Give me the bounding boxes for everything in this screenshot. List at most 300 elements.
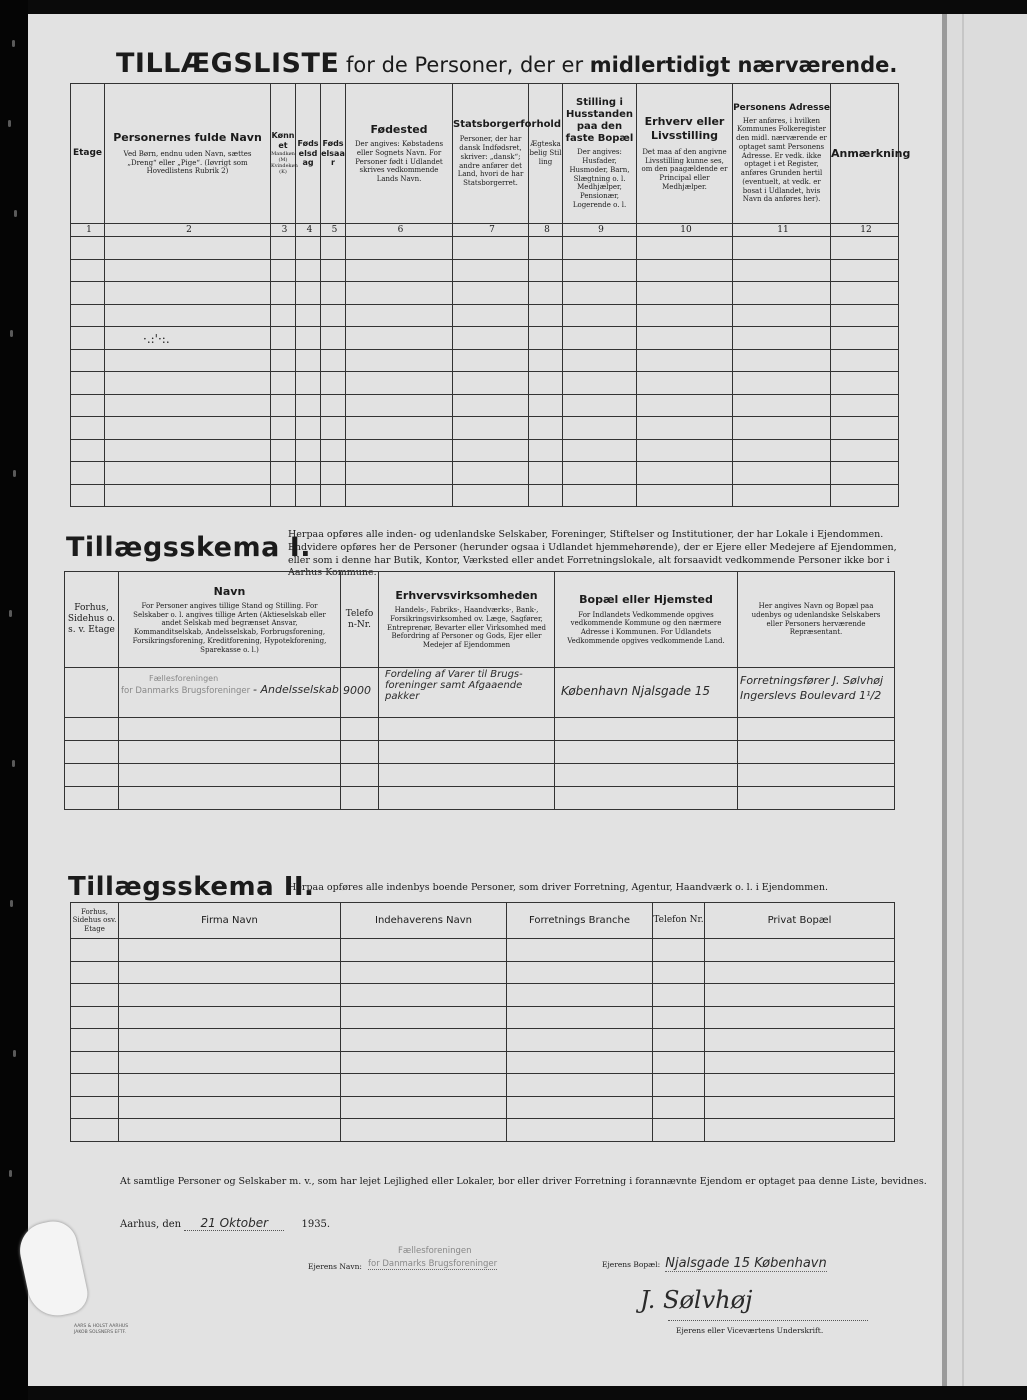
t1-cell xyxy=(637,462,733,485)
s1-cell-telefon: 9000 xyxy=(341,668,379,718)
s2-h-etage: Forhus, Sidehus osv. Etage xyxy=(71,903,119,939)
t1-cell xyxy=(831,417,899,440)
t1-cell xyxy=(529,417,563,440)
s1-h-navn: Navn For Personer angives tillige Stand og Stilling. For Selskaber o. l. angives tillige Arten (Aktieselskab eller andet Selskab med begrænset Ansvar, Kommanditselskab, Andelsselskab, Forbrugsforening, Forsikringsforening, Kreditforening, Hypotekforening, Sparekasse o. l.) xyxy=(119,572,341,668)
t1-cell xyxy=(831,394,899,417)
t1-cell xyxy=(563,327,637,350)
main-title-big: TILLÆGSLISTE xyxy=(116,48,340,79)
residence-label: Ejerens Bopæl: xyxy=(602,1260,661,1269)
t1-cell xyxy=(296,237,321,260)
s2-cell xyxy=(507,984,653,1007)
s2-cell xyxy=(507,1119,653,1142)
s2-cell xyxy=(341,961,507,984)
t1-h-navn: Personernes fulde Navn Ved Børn, endnu uden Navn, sættes „Dreng“ eller „Pige“. (Iøvrigt som Hovedlistens Rubrik 2) xyxy=(105,84,271,224)
s2-cell xyxy=(507,961,653,984)
t1-cell xyxy=(321,394,346,417)
t1-cell xyxy=(71,237,105,260)
t1-cell xyxy=(105,372,271,395)
t1-cell xyxy=(321,439,346,462)
t1-h-statsborger: Statsborgerforhold Personer, der har dansk Indfødsret, skriver: „dansk“; andre anfører det Land, hvori de har Statsborgerret. xyxy=(453,84,529,224)
t1-num: 11 xyxy=(733,224,831,237)
s2-cell xyxy=(705,1029,895,1052)
t1-empty-row xyxy=(71,259,899,282)
s2-cell xyxy=(341,984,507,1007)
s1-header-row xyxy=(65,572,895,668)
t1-cell xyxy=(71,282,105,305)
t1-cell xyxy=(563,372,637,395)
t1-cell xyxy=(71,327,105,350)
t1-cell xyxy=(529,282,563,305)
s2-cell xyxy=(71,1096,119,1119)
t1-cell xyxy=(321,462,346,485)
s2-h-bopael: Privat Bopæl xyxy=(705,903,895,939)
s2-cell xyxy=(71,1006,119,1029)
t1-empty-row xyxy=(71,282,899,305)
t1-num: 12 xyxy=(831,224,899,237)
t1-cell xyxy=(321,282,346,305)
s1-data-row xyxy=(65,668,895,718)
t1-cell xyxy=(637,327,733,350)
t1-cell xyxy=(637,372,733,395)
s2-cell xyxy=(507,1096,653,1119)
s2-cell xyxy=(119,1051,341,1074)
owner-residence-line xyxy=(602,1252,827,1271)
t1-num: 4 xyxy=(296,224,321,237)
date-year: 1935. xyxy=(301,1219,331,1230)
t1-cell xyxy=(563,417,637,440)
t1-cell xyxy=(271,304,296,327)
t1-cell xyxy=(321,349,346,372)
t1-cell xyxy=(733,259,831,282)
s2-cell xyxy=(705,1119,895,1142)
t1-cell xyxy=(831,372,899,395)
t1-cell xyxy=(453,237,529,260)
s1-h-etage: Forhus, Sidehus o. s. v. Etage xyxy=(65,572,119,668)
t1-cell xyxy=(733,394,831,417)
s1-empty-row xyxy=(65,787,895,810)
s1-empty-row xyxy=(65,718,895,741)
t1-cell xyxy=(831,259,899,282)
owner-name-label: Ejerens Navn: xyxy=(308,1262,362,1271)
s2-cell xyxy=(119,1119,341,1142)
t1-cell xyxy=(831,282,899,305)
facing-page xyxy=(947,14,1027,1386)
t1-cell xyxy=(733,327,831,350)
t1-cell xyxy=(831,484,899,507)
t1-cell xyxy=(529,327,563,350)
t1-body xyxy=(71,237,899,507)
t1-empty-row xyxy=(71,394,899,417)
t1-cell xyxy=(529,304,563,327)
t1-cell xyxy=(271,462,296,485)
schema2-table xyxy=(70,902,895,1142)
t1-cell xyxy=(563,237,637,260)
s2-cell xyxy=(653,1029,705,1052)
s2-empty-row xyxy=(71,961,895,984)
facing-page-rule xyxy=(962,14,964,1386)
t1-cell xyxy=(296,372,321,395)
t1-cell xyxy=(733,484,831,507)
s2-cell xyxy=(71,984,119,1007)
t1-cell xyxy=(105,237,271,260)
t1-cell xyxy=(105,304,271,327)
t1-empty-row xyxy=(71,349,899,372)
t1-cell xyxy=(637,484,733,507)
s2-cell xyxy=(705,961,895,984)
t1-cell xyxy=(321,417,346,440)
t1-cell xyxy=(453,439,529,462)
t1-cell xyxy=(733,282,831,305)
s1-h-bopael: Bopæl eller Hjemsted For Indlandets Vedkommende opgives vedkommende Kommune og den nærmere Adresse i Kommunen. For Udlandets Vedkommende opgives vedkommende Land. xyxy=(555,572,738,668)
s2-empty-row xyxy=(71,1029,895,1052)
t1-cell xyxy=(321,484,346,507)
t1-cell xyxy=(831,349,899,372)
t1-cell xyxy=(71,304,105,327)
s2-h-indehaver: Indehaverens Navn xyxy=(341,903,507,939)
t1-cell xyxy=(346,259,453,282)
s2-cell xyxy=(507,1029,653,1052)
t1-cell xyxy=(271,237,296,260)
t1-cell xyxy=(563,439,637,462)
schema1-description: Herpaa opføres alle inden- og udenlandske Selskaber, Foreninger, Stiftelser og Institutioner, der har Lokale i Ejendommen. Endvidere opføres her de Personer (herunder ogsaa i Udlandet hjemmehørende), der er Ejere eller Medejere af Ejendommen, eller som i denne har Butik, Kontor, Værksted eller andet Forretningslokale, alt forsaavidt vedkommende Personer ikke bor i Aarhus Kommune. xyxy=(288,529,897,579)
printer-imprint: AARS & HOLST AARHUS JAKOB SOLSNERS EFTF. xyxy=(74,1324,129,1335)
s2-cell xyxy=(71,1051,119,1074)
s2-cell xyxy=(341,1096,507,1119)
t1-cell xyxy=(105,484,271,507)
t1-cell xyxy=(529,439,563,462)
t1-cell xyxy=(105,349,271,372)
t1-cell xyxy=(453,259,529,282)
t1-h-aegteskab: Ægteskabelig Stilling xyxy=(529,84,563,224)
s2-empty-row xyxy=(71,1074,895,1097)
owner-stamp-line2: for Danmarks Brugsforeninger xyxy=(368,1259,498,1269)
t1-cell xyxy=(105,439,271,462)
s2-cell xyxy=(653,1006,705,1029)
s2-cell xyxy=(119,1096,341,1119)
s2-h-telefon: Telefon Nr. xyxy=(653,903,705,939)
s1-h-telefon: Telefon-Nr. xyxy=(341,572,379,668)
s2-empty-row xyxy=(71,1051,895,1074)
s2-cell xyxy=(119,1074,341,1097)
t1-cell xyxy=(831,304,899,327)
t1-cell xyxy=(105,394,271,417)
t1-cell xyxy=(637,282,733,305)
s2-cell xyxy=(705,984,895,1007)
t1-cell xyxy=(529,462,563,485)
t1-empty-row xyxy=(71,484,899,507)
certification-text: At samtlige Personer og Selskaber m. v., som har lejet Lejlighed eller Lokaler, bor eller driver Forretning i forannævnte Ejendom er optaget paa denne Liste, bevidnes. xyxy=(120,1176,927,1187)
t1-empty-row xyxy=(71,439,899,462)
t1-cell xyxy=(71,394,105,417)
binding-spine xyxy=(0,0,28,1400)
t1-cell xyxy=(733,349,831,372)
t1-empty-row xyxy=(71,237,899,260)
s2-cell xyxy=(507,1074,653,1097)
s1-h-erhverv: Erhvervsvirksomheden Handels-, Fabriks-, Haandværks-, Bank-, Forsikringsvirksomhed ov. Læge, Sagfører, Entreprenør, Bevarter eller Virksomhed med Befordring af Personer og Gods, Ejer eller Medejer af Ejendommen xyxy=(379,572,555,668)
main-title xyxy=(116,48,936,79)
s2-cell xyxy=(653,1074,705,1097)
t1-cell xyxy=(271,394,296,417)
t1-cell xyxy=(529,237,563,260)
s2-empty-row xyxy=(71,1096,895,1119)
s2-cell xyxy=(341,1119,507,1142)
t1-cell xyxy=(529,349,563,372)
t1-cell xyxy=(271,439,296,462)
date-city: Aarhus, den xyxy=(120,1219,182,1230)
s1-cell-bopael: København Njalsgade 15 xyxy=(555,668,738,718)
s2-cell xyxy=(119,984,341,1007)
s1-stamp-line2: for Danmarks Brugsforeninger xyxy=(121,686,251,696)
s2-cell xyxy=(119,1006,341,1029)
main-title-rest: for de Personer, der er xyxy=(346,53,584,77)
t1-num: 10 xyxy=(637,224,733,237)
form-page xyxy=(28,14,942,1386)
s2-empty-row xyxy=(71,984,895,1007)
t1-cell xyxy=(321,259,346,282)
t1-cell xyxy=(637,349,733,372)
s1-name-suffix: - Andelsselskab xyxy=(253,683,339,696)
s2-cell xyxy=(341,1051,507,1074)
t1-cell xyxy=(563,462,637,485)
t1-cell xyxy=(346,237,453,260)
t1-cell xyxy=(105,327,271,350)
main-title-bold: midlertidigt nærværende. xyxy=(589,53,898,77)
s2-cell xyxy=(71,961,119,984)
t1-cell xyxy=(637,259,733,282)
s1-h-repraesentant: Her angives Navn og Bopæl paa udenbys og udenlandske Selskabers eller Personers herværende Repræsentant. xyxy=(738,572,895,668)
t1-cell xyxy=(453,304,529,327)
s2-h-branche: Forretnings Branche xyxy=(507,903,653,939)
t1-cell xyxy=(563,259,637,282)
t1-cell xyxy=(321,304,346,327)
t1-cell xyxy=(105,462,271,485)
t1-cell xyxy=(296,394,321,417)
t1-cell xyxy=(71,259,105,282)
s2-cell xyxy=(341,1029,507,1052)
s1-cell-navn xyxy=(119,668,341,718)
t1-cell xyxy=(271,484,296,507)
s1-empty-row xyxy=(65,741,895,764)
s2-body xyxy=(71,939,895,1142)
t1-cell xyxy=(831,327,899,350)
t1-cell xyxy=(296,484,321,507)
t1-h-stilling: Stilling i Husstanden paa den faste Bopæl Der angives: Husfader, Husmoder, Barn, Slægtning o. l. Medhjælper, Pensionær, Logerende o. l. xyxy=(563,84,637,224)
t1-cell xyxy=(346,394,453,417)
t1-cell xyxy=(321,372,346,395)
t1-empty-row xyxy=(71,462,899,485)
t1-number-row xyxy=(71,224,899,237)
t1-empty-row xyxy=(71,304,899,327)
t1-cell xyxy=(563,394,637,417)
s2-cell xyxy=(705,939,895,962)
t1-empty-row xyxy=(71,417,899,440)
t1-num: 8 xyxy=(529,224,563,237)
t1-cell xyxy=(71,417,105,440)
residence-handwritten: Njalsgade 15 København xyxy=(665,1256,827,1271)
t1-cell xyxy=(71,372,105,395)
t1-h-foedested: Fødested Der angives: Købstadens eller Sognets Navn. For Personer født i Udlandet skrives vedkommende Lands Navn. xyxy=(346,84,453,224)
t1-cell xyxy=(733,417,831,440)
s1-cell-erhverv: Fordeling af Varer til Brugs- foreninger samt Afgaaende pakker xyxy=(379,668,555,718)
t1-cell xyxy=(637,237,733,260)
t1-cell xyxy=(733,304,831,327)
t1-num: 3 xyxy=(271,224,296,237)
s2-cell xyxy=(507,1006,653,1029)
t1-cell xyxy=(637,417,733,440)
date-handwritten: 21 Oktober xyxy=(184,1216,284,1231)
t1-cell xyxy=(453,394,529,417)
t1-cell xyxy=(453,327,529,350)
s2-cell xyxy=(507,1051,653,1074)
t1-num: 6 xyxy=(346,224,453,237)
t1-cell xyxy=(453,462,529,485)
t1-cell xyxy=(296,462,321,485)
t1-h-adresse: Personens Adresse Her anføres, i hvilken Kommunes Folkeregister den midl. nærværende er optaget samt Personens Adresse. Er vedk. ikke optaget i et Register, anføres Grunden hertil (eventuelt, at vedk. er bosat i Udlandet, hvis Navn da anføres her). xyxy=(733,84,831,224)
t1-num: 9 xyxy=(563,224,637,237)
t1-cell xyxy=(105,417,271,440)
t1-cell xyxy=(296,439,321,462)
signature-label: Ejerens eller Viceværtens Underskrift. xyxy=(676,1326,824,1335)
s1-cell-etage xyxy=(65,668,119,718)
owner-signature: J. Sølvhøj xyxy=(640,1286,753,1314)
t1-h-erhverv: Erhverv eller Livsstilling Det maa af den angivne Livsstilling kunne ses, om den paagældende er Principal eller Medhjælper. xyxy=(637,84,733,224)
t1-empty-row xyxy=(71,372,899,395)
t1-cell xyxy=(105,259,271,282)
t1-h-foedselsdag: Fødselsdag xyxy=(296,84,321,224)
s2-cell xyxy=(341,939,507,962)
t1-cell xyxy=(296,349,321,372)
t1-num: 7 xyxy=(453,224,529,237)
t1-cell xyxy=(733,237,831,260)
t1-header-row xyxy=(71,84,899,224)
t1-cell xyxy=(563,304,637,327)
s2-cell xyxy=(705,1051,895,1074)
t1-cell xyxy=(346,282,453,305)
s2-cell xyxy=(119,1029,341,1052)
t1-h-foedselsaar: Fødselsaar xyxy=(321,84,346,224)
t1-cell xyxy=(296,327,321,350)
s2-cell xyxy=(653,1119,705,1142)
t1-cell xyxy=(346,372,453,395)
t1-cell xyxy=(271,259,296,282)
t1-h-anmaerkning: Anmærkning xyxy=(831,84,899,224)
t1-cell xyxy=(271,372,296,395)
t1-cell xyxy=(831,237,899,260)
t1-empty-row xyxy=(71,327,899,350)
t1-cell xyxy=(733,439,831,462)
t1-cell xyxy=(271,327,296,350)
s2-cell xyxy=(71,1074,119,1097)
s2-header-row xyxy=(71,903,895,939)
s2-cell xyxy=(705,1006,895,1029)
t1-cell xyxy=(71,349,105,372)
date-line xyxy=(120,1216,330,1231)
t1-cell xyxy=(296,417,321,440)
t1-cell xyxy=(831,462,899,485)
t1-cell xyxy=(346,462,453,485)
t1-h-etage: Etage xyxy=(71,84,105,224)
t1-num: 5 xyxy=(321,224,346,237)
s2-cell xyxy=(71,939,119,962)
t1-cell xyxy=(321,327,346,350)
t1-cell xyxy=(733,372,831,395)
schema2-title: Tillægsskema II. xyxy=(68,872,315,902)
t1-cell xyxy=(346,327,453,350)
t1-cell xyxy=(346,304,453,327)
t1-cell xyxy=(296,259,321,282)
s1-empty-row xyxy=(65,764,895,787)
t1-cell xyxy=(529,372,563,395)
t1-cell xyxy=(529,259,563,282)
t1-cell xyxy=(637,304,733,327)
s2-cell xyxy=(119,961,341,984)
t1-cell xyxy=(71,462,105,485)
t1-cell xyxy=(733,462,831,485)
schema1-table xyxy=(64,571,895,810)
s2-cell xyxy=(705,1096,895,1119)
t1-cell xyxy=(271,349,296,372)
t1-num: 1 xyxy=(71,224,105,237)
s1-stamp-line1: Fællesforeningen xyxy=(149,674,219,683)
s2-cell xyxy=(119,939,341,962)
tillaegsliste-table xyxy=(70,83,911,507)
t1-cell xyxy=(529,394,563,417)
t1-cell xyxy=(637,394,733,417)
t1-cell xyxy=(105,282,271,305)
t1-cell xyxy=(346,417,453,440)
s2-cell xyxy=(341,1074,507,1097)
t1-cell xyxy=(346,349,453,372)
t1-cell xyxy=(346,439,453,462)
s2-cell xyxy=(653,939,705,962)
s2-cell xyxy=(653,961,705,984)
t1-cell xyxy=(453,372,529,395)
t1-cell xyxy=(271,282,296,305)
t1-cell xyxy=(453,282,529,305)
t1-cell xyxy=(453,484,529,507)
t1-cell xyxy=(71,484,105,507)
ink-blot: ·.:'·:. xyxy=(143,332,170,346)
s2-cell xyxy=(653,1096,705,1119)
s2-empty-row xyxy=(71,939,895,962)
t1-cell xyxy=(637,439,733,462)
t1-cell xyxy=(453,417,529,440)
t1-cell xyxy=(563,349,637,372)
s2-cell xyxy=(653,1051,705,1074)
s2-cell xyxy=(71,1029,119,1052)
t1-cell xyxy=(346,484,453,507)
s2-empty-row xyxy=(71,1119,895,1142)
schema1-title: Tillægsskema I. xyxy=(66,532,312,563)
t1-cell xyxy=(296,304,321,327)
t1-cell xyxy=(321,237,346,260)
s2-cell xyxy=(653,984,705,1007)
owner-name-line xyxy=(308,1246,528,1276)
s1-cell-repraesentant: Forretningsfører J. Sølvhøj Ingerslevs Boulevard 1¹/2 xyxy=(738,668,895,718)
t1-cell xyxy=(529,484,563,507)
s2-empty-row xyxy=(71,1006,895,1029)
s2-h-firma: Firma Navn xyxy=(119,903,341,939)
t1-h-koen: Kønnet Mandkøn (M) Kvindekøn (K) xyxy=(271,84,296,224)
t1-cell xyxy=(563,282,637,305)
s2-cell xyxy=(341,1006,507,1029)
t1-cell xyxy=(563,484,637,507)
s2-cell xyxy=(705,1074,895,1097)
t1-cell xyxy=(453,349,529,372)
signature-underline xyxy=(668,1320,868,1321)
t1-num: 2 xyxy=(105,224,271,237)
s2-cell xyxy=(507,939,653,962)
